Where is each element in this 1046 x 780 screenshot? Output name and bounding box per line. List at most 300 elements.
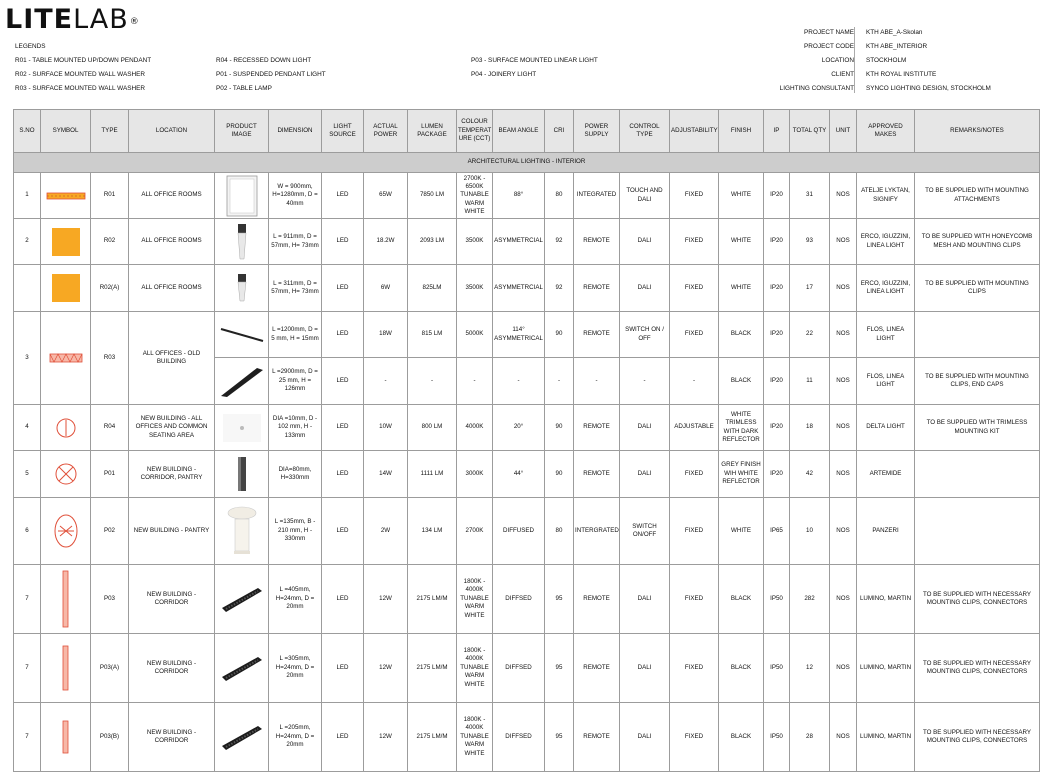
col-header: DIMENSION xyxy=(269,110,322,153)
cell-source: LED xyxy=(322,703,364,772)
legend-item: R04 - RECESSED DOWN LIGHT xyxy=(216,57,312,64)
table-lamp-symbol-icon xyxy=(53,513,79,549)
cell-dimension: L =135mm, B - 210 mm, H - 330mm xyxy=(269,498,322,565)
product-image-cell xyxy=(215,173,269,219)
cell-unit: NOS xyxy=(830,451,857,498)
cell-dimension: L = 311mm, D = 57mm, H= 73mm xyxy=(269,265,322,312)
cell-supply: REMOTE xyxy=(574,405,620,451)
legend-item: R03 - SURFACE MOUNTED WALL WASHER xyxy=(15,85,145,92)
litelab-logo: LITELAB® xyxy=(5,4,140,35)
cell-location: NEW BUILDING - CORRIDOR xyxy=(129,565,215,634)
cell-ip: IP20 xyxy=(764,405,790,451)
legend-item: P03 - SURFACE MOUNTED LINEAR LIGHT xyxy=(471,57,598,64)
cell-location: ALL OFFICES - OLD BUILDING xyxy=(129,312,215,405)
cell-lumen: 815 LM xyxy=(408,312,457,358)
cell-remarks: TO BE SUPPLIED WITH HONEYCOMB MESH AND MOUNTING CLIPS xyxy=(915,219,1040,265)
table-row xyxy=(14,703,1040,772)
cell-type: P01 xyxy=(91,451,129,498)
cell-sno: 6 xyxy=(14,498,41,565)
cell-finish: WHITE TRIMLESS WITH DARK REFLECTOR xyxy=(719,405,764,451)
col-header: S.NO xyxy=(14,110,41,153)
table-lamp-image xyxy=(225,505,259,557)
cell-lumen: 800 LM xyxy=(408,405,457,451)
symbol-cell xyxy=(41,219,91,265)
cell-cri: 80 xyxy=(545,173,574,219)
cell-lumen: 1111 LM xyxy=(408,451,457,498)
cell-type: P03(A) xyxy=(91,634,129,703)
cell-supply: REMOTE xyxy=(574,565,620,634)
cell-qty: 18 xyxy=(790,405,830,451)
legend-item: P02 - TABLE LAMP xyxy=(216,85,272,92)
cell-unit: NOS xyxy=(830,312,857,358)
cell-control: DALI xyxy=(620,265,670,312)
product-image-cell xyxy=(215,219,269,265)
cell-source: LED xyxy=(322,565,364,634)
table-row xyxy=(14,634,1040,703)
product-image-cell xyxy=(215,312,269,358)
downlight-symbol-icon xyxy=(55,417,77,439)
cell-unit: NOS xyxy=(830,703,857,772)
cell-power: 12W xyxy=(364,703,408,772)
wall-washer-linear-symbol-icon xyxy=(49,353,83,363)
col-header: APPROVED MAKES xyxy=(857,110,915,153)
cell-finish: BLACK xyxy=(719,312,764,358)
consultant-label: LIGHTING CONSULTANT xyxy=(779,85,854,92)
cell-finish: WHITE xyxy=(719,498,764,565)
cell-control: DALI xyxy=(620,451,670,498)
cell-lumen: - xyxy=(408,358,457,405)
cell-supply: - xyxy=(574,358,620,405)
cell-type: P02 xyxy=(91,498,129,565)
product-image-cell xyxy=(215,703,269,772)
cell-beam: ASYMMETRCIAL xyxy=(493,219,545,265)
table-row xyxy=(14,173,1040,219)
section-title: ARCHITECTURAL LIGHTING - INTERIOR xyxy=(14,153,1040,173)
client-label: CLIENT xyxy=(831,71,854,78)
cell-supply: INTERGRATED xyxy=(574,498,620,565)
cell-power: - xyxy=(364,358,408,405)
cell-source: LED xyxy=(322,265,364,312)
cell-unit: NOS xyxy=(830,265,857,312)
col-header: TYPE xyxy=(91,110,129,153)
cell-source: LED xyxy=(322,498,364,565)
cell-control: DALI xyxy=(620,219,670,265)
cell-sno: 7 xyxy=(14,565,41,634)
cell-adjustability: FIXED xyxy=(670,265,719,312)
cylinder-pendant-image xyxy=(236,456,248,492)
cell-makes: DELTA LIGHT xyxy=(857,405,915,451)
cell-beam: 114° ASYMMETRICAL xyxy=(493,312,545,358)
cell-qty: 12 xyxy=(790,634,830,703)
project-name-label: PROJECT NAME xyxy=(804,29,854,36)
cell-finish: WHITE xyxy=(719,173,764,219)
cell-sno: 7 xyxy=(14,703,41,772)
panel-light-image xyxy=(226,175,258,217)
cell-cct: 1800K - 4000K TUNABLE WARM WHITE xyxy=(457,634,493,703)
symbol-cell xyxy=(41,405,91,451)
cell-cct: - xyxy=(457,358,493,405)
cell-location: NEW BUILDING - CORRIDOR xyxy=(129,703,215,772)
symbol-cell xyxy=(41,634,91,703)
cell-remarks: TO BE SUPPLIED WITH MOUNTING CLIPS, END CAPS xyxy=(915,358,1040,405)
cell-unit: NOS xyxy=(830,219,857,265)
location-value: STOCKHOLM xyxy=(866,57,907,64)
col-header: POWER SUPPLY xyxy=(574,110,620,153)
cell-lumen: 134 LM xyxy=(408,498,457,565)
cell-supply: REMOTE xyxy=(574,451,620,498)
legend-item: P01 - SUSPENDED PENDANT LIGHT xyxy=(216,71,326,78)
cell-lumen: 2175 LM/M xyxy=(408,703,457,772)
cell-dimension: DIA=80mm, H=330mm xyxy=(269,451,322,498)
linear-pendant-symbol-icon xyxy=(46,192,86,200)
cell-sno: 4 xyxy=(14,405,41,451)
section-row xyxy=(14,153,1040,173)
table-row xyxy=(14,312,1040,358)
cell-adjustability: FIXED xyxy=(670,565,719,634)
col-header: PRODUCT IMAGE xyxy=(215,110,269,153)
cell-location: ALL OFFICE ROOMS xyxy=(129,219,215,265)
cell-lumen: 825LM xyxy=(408,265,457,312)
product-image-cell xyxy=(215,358,269,405)
col-header: CRI xyxy=(545,110,574,153)
cell-qty: 93 xyxy=(790,219,830,265)
cell-makes: ATELJE LYKTAN, SIGNIFY xyxy=(857,173,915,219)
cell-lumen: 2175 LM/M xyxy=(408,634,457,703)
cell-unit: NOS xyxy=(830,358,857,405)
cell-unit: NOS xyxy=(830,498,857,565)
cell-type: R03 xyxy=(91,312,129,405)
cell-power: 6W xyxy=(364,265,408,312)
product-image-cell xyxy=(215,265,269,312)
linear-light-image xyxy=(220,582,264,616)
cell-qty: 22 xyxy=(790,312,830,358)
cell-location: ALL OFFICE ROOMS xyxy=(129,265,215,312)
cell-finish: WHITE xyxy=(719,219,764,265)
cell-sno: 3 xyxy=(14,312,41,405)
cell-power: 14W xyxy=(364,451,408,498)
col-header: IP xyxy=(764,110,790,153)
linear-light-image xyxy=(220,720,264,754)
product-image-cell xyxy=(215,451,269,498)
cell-control: DALI xyxy=(620,634,670,703)
cell-power: 12W xyxy=(364,634,408,703)
cell-beam: DIFFSED xyxy=(493,703,545,772)
cell-remarks: TO BE SUPPLIED WITH MOUNTING ATTACHMENTS xyxy=(915,173,1040,219)
cell-makes: LUMINO, MARTIN xyxy=(857,565,915,634)
cell-sno: 2 xyxy=(14,219,41,265)
cell-source: LED xyxy=(322,219,364,265)
cell-supply: REMOTE xyxy=(574,703,620,772)
cell-dimension: L =405mm, H=24mm, D = 20mm xyxy=(269,565,322,634)
legend-item: R01 - TABLE MOUNTED UP/DOWN PENDANT xyxy=(15,57,152,64)
cell-adjustability: FIXED xyxy=(670,173,719,219)
cell-qty: 31 xyxy=(790,173,830,219)
cell-ip: IP50 xyxy=(764,634,790,703)
col-header: LOCATION xyxy=(129,110,215,153)
cell-source: LED xyxy=(322,634,364,703)
cell-type: R04 xyxy=(91,405,129,451)
cell-lumen: 2093 LM xyxy=(408,219,457,265)
cell-unit: NOS xyxy=(830,173,857,219)
cell-makes: FLOS, LINEA LIGHT xyxy=(857,312,915,358)
linear-light-symbol-icon xyxy=(61,645,71,691)
cell-adjustability: FIXED xyxy=(670,312,719,358)
cell-adjustability: FIXED xyxy=(670,498,719,565)
cell-dimension: L = 911mm, D = 57mm, H= 73mm xyxy=(269,219,322,265)
table-row xyxy=(14,405,1040,451)
col-header: ACTUAL POWER xyxy=(364,110,408,153)
cell-cct: 3500K xyxy=(457,219,493,265)
cell-supply: REMOTE xyxy=(574,312,620,358)
cell-location: NEW BUILDING - CORRIDOR xyxy=(129,634,215,703)
cell-source: LED xyxy=(322,405,364,451)
cell-cri: 90 xyxy=(545,405,574,451)
legends-title: LEGENDS xyxy=(15,43,46,50)
lighting-schedule-table xyxy=(13,109,1040,772)
cell-finish: BLACK xyxy=(719,358,764,405)
symbol-cell xyxy=(41,265,91,312)
cell-power: 10W xyxy=(364,405,408,451)
cell-qty: 282 xyxy=(790,565,830,634)
cell-cct: 2700K xyxy=(457,498,493,565)
col-header: TOTAL QTY xyxy=(790,110,830,153)
col-header: BEAM ANGLE xyxy=(493,110,545,153)
consultant-value: SYNCO LIGHTING DESIGN, STOCKHOLM xyxy=(866,85,991,92)
cell-ip: IP20 xyxy=(764,173,790,219)
cell-type: P03(B) xyxy=(91,703,129,772)
col-header: CONTROL TYPE xyxy=(620,110,670,153)
cell-control: - xyxy=(620,358,670,405)
cell-cct: 1800K - 4000K TUNABLE WARM WHITE xyxy=(457,565,493,634)
cell-supply: INTEGRATED xyxy=(574,173,620,219)
cell-qty: 10 xyxy=(790,498,830,565)
project-name-value: KTH ABE_A-Skolan xyxy=(866,29,923,36)
cell-makes: ERCO, IGUZZINI, LINEA LIGHT xyxy=(857,219,915,265)
linear-profile-image xyxy=(219,364,265,398)
client-value: KTH ROYAL INSTITUTE xyxy=(866,71,937,78)
cell-ip: IP50 xyxy=(764,703,790,772)
cell-adjustability: FIXED xyxy=(670,219,719,265)
cell-makes: FLOS, LINEA LIGHT xyxy=(857,358,915,405)
cell-cri: 90 xyxy=(545,451,574,498)
cell-location: NEW BUILDING - PANTRY xyxy=(129,498,215,565)
cell-ip: IP20 xyxy=(764,265,790,312)
cell-source: LED xyxy=(322,173,364,219)
cell-dimension: W = 900mm, H=1280mm, D = 40mm xyxy=(269,173,322,219)
cell-sno xyxy=(14,265,41,312)
cell-ip: IP65 xyxy=(764,498,790,565)
table-row xyxy=(14,219,1040,265)
cell-beam: DIFFUSED xyxy=(493,498,545,565)
cell-type: P03 xyxy=(91,565,129,634)
linear-light-symbol-icon xyxy=(61,570,71,628)
cell-qty: 17 xyxy=(790,265,830,312)
cell-cri: 92 xyxy=(545,219,574,265)
cell-sno: 5 xyxy=(14,451,41,498)
cell-remarks: TO BE SUPPLIED WITH NECESSARY MOUNTING CLIPS, CONNECTORS xyxy=(915,703,1040,772)
table-row xyxy=(14,451,1040,498)
cell-type: R02(A) xyxy=(91,265,129,312)
cell-power: 65W xyxy=(364,173,408,219)
cell-power: 12W xyxy=(364,565,408,634)
product-image-cell xyxy=(215,498,269,565)
product-image-cell xyxy=(215,634,269,703)
cell-remarks: TO BE SUPPLIED WITH NECESSARY MOUNTING CLIPS, CONNECTORS xyxy=(915,634,1040,703)
cell-makes: LUMINO, MARTIN xyxy=(857,634,915,703)
cell-unit: NOS xyxy=(830,405,857,451)
linear-light-symbol-icon xyxy=(61,720,71,754)
symbol-cell xyxy=(41,173,91,219)
wall-washer-symbol-icon xyxy=(51,227,81,257)
cell-location: ALL OFFICE ROOMS xyxy=(129,173,215,219)
cell-sno: 7 xyxy=(14,634,41,703)
cell-qty: 42 xyxy=(790,451,830,498)
location-label: LOCATION xyxy=(821,57,854,64)
cell-beam: DIFFSED xyxy=(493,634,545,703)
cell-unit: NOS xyxy=(830,565,857,634)
cell-makes: ERCO, IGUZZINI, LINEA LIGHT xyxy=(857,265,915,312)
cell-control: DALI xyxy=(620,703,670,772)
cell-finish: BLACK xyxy=(719,634,764,703)
cell-source: LED xyxy=(322,358,364,405)
cell-remarks xyxy=(915,451,1040,498)
cell-lumen: 2175 LM/M xyxy=(408,565,457,634)
cell-source: LED xyxy=(322,312,364,358)
symbol-cell xyxy=(41,703,91,772)
cell-unit: NOS xyxy=(830,634,857,703)
cell-location: NEW BUILDING - ALL OFFICES AND COMMON SEATING AREA xyxy=(129,405,215,451)
cell-remarks: TO BE SUPPLIED WITH NECESSARY MOUNTING CLIPS, CONNECTORS xyxy=(915,565,1040,634)
col-header: REMARKS/NOTES xyxy=(915,110,1040,153)
cell-cct: 4000K xyxy=(457,405,493,451)
cell-dimension: L =305mm, H=24mm, D = 20mm xyxy=(269,634,322,703)
cell-finish: BLACK xyxy=(719,703,764,772)
cell-source: LED xyxy=(322,451,364,498)
cell-cct: 3000K xyxy=(457,451,493,498)
col-header: FINISH xyxy=(719,110,764,153)
wall-washer-symbol-icon xyxy=(51,273,81,303)
table-row xyxy=(14,565,1040,634)
cell-ip: IP20 xyxy=(764,219,790,265)
cell-adjustability: - xyxy=(670,358,719,405)
cell-finish: GREY FINISH WIH WHITE REFLECTOR xyxy=(719,451,764,498)
cell-remarks xyxy=(915,312,1040,358)
cell-remarks xyxy=(915,498,1040,565)
cell-adjustability: FIXED xyxy=(670,634,719,703)
cell-control: SWITCH ON / OFF xyxy=(620,312,670,358)
linear-light-image xyxy=(220,651,264,685)
cell-cri: 95 xyxy=(545,565,574,634)
col-header: LUMEN PACKAGE xyxy=(408,110,457,153)
cell-dimension: L =1200mm, D = 5 mm, H = 15mm xyxy=(269,312,322,358)
symbol-cell xyxy=(41,451,91,498)
cell-supply: REMOTE xyxy=(574,219,620,265)
col-header: COLOUR TEMPERAT URE (CCT) xyxy=(457,110,493,153)
cell-cct: 3500K xyxy=(457,265,493,312)
col-header: LIGHT SOURCE xyxy=(322,110,364,153)
divider xyxy=(854,27,855,93)
cell-beam: 44° xyxy=(493,451,545,498)
cell-remarks: TO BE SUPPLIED WITH TRIMLESS MOUNTING KIT xyxy=(915,405,1040,451)
cell-makes: ARTEMIDE xyxy=(857,451,915,498)
cell-beam: ASYMMETRCIAL xyxy=(493,265,545,312)
linear-profile-image xyxy=(219,326,265,344)
col-header: ADJUSTABILITY xyxy=(670,110,719,153)
pendant-symbol-icon xyxy=(54,462,78,486)
cell-control: DALI xyxy=(620,565,670,634)
cell-beam: DIFFSED xyxy=(493,565,545,634)
product-image-cell xyxy=(215,405,269,451)
cell-makes: LUMINO, MARTIN xyxy=(857,703,915,772)
col-header: UNIT xyxy=(830,110,857,153)
cell-beam: 88° xyxy=(493,173,545,219)
wall-washer-image xyxy=(235,273,249,303)
table-row xyxy=(14,498,1040,565)
cell-ip: IP20 xyxy=(764,451,790,498)
recessed-downlight-image xyxy=(222,413,262,443)
cell-cri: 92 xyxy=(545,265,574,312)
cell-cri: 95 xyxy=(545,703,574,772)
cell-lumen: 7850 LM xyxy=(408,173,457,219)
cell-power: 18W xyxy=(364,312,408,358)
project-code-label: PROJECT CODE xyxy=(804,43,854,50)
cell-qty: 28 xyxy=(790,703,830,772)
cell-beam: 20° xyxy=(493,405,545,451)
cell-ip: IP50 xyxy=(764,565,790,634)
cell-ip: IP20 xyxy=(764,358,790,405)
header-row xyxy=(14,110,1040,153)
cell-makes: PANZERI xyxy=(857,498,915,565)
cell-control: SWITCH ON/OFF xyxy=(620,498,670,565)
cell-cct: 5000K xyxy=(457,312,493,358)
cell-cri: - xyxy=(545,358,574,405)
cell-type: R02 xyxy=(91,219,129,265)
project-code-value: KTH ABE_INTERIOR xyxy=(866,43,928,50)
cell-qty: 11 xyxy=(790,358,830,405)
cell-adjustability: ADJUSTABLE xyxy=(670,405,719,451)
cell-remarks: TO BE SUPPLIED WITH MOUNTING CLIPS xyxy=(915,265,1040,312)
legend-item: R02 - SURFACE MOUNTED WALL WASHER xyxy=(15,71,145,78)
cell-supply: REMOTE xyxy=(574,265,620,312)
cell-cri: 90 xyxy=(545,312,574,358)
cell-location: NEW BUILDING - CORRIDOR, PANTRY xyxy=(129,451,215,498)
table-row xyxy=(14,265,1040,312)
cell-finish: WHITE xyxy=(719,265,764,312)
cell-control: TOUCH AND DALI xyxy=(620,173,670,219)
cell-adjustability: FIXED xyxy=(670,451,719,498)
cell-dimension: L =2900mm, D = 25 mm, H = 126mm xyxy=(269,358,322,405)
symbol-cell xyxy=(41,565,91,634)
cell-cri: 95 xyxy=(545,634,574,703)
cell-type: R01 xyxy=(91,173,129,219)
symbol-cell xyxy=(41,498,91,565)
cell-dimension: L =205mm, H=24mm, D = 20mm xyxy=(269,703,322,772)
cell-finish: BLACK xyxy=(719,565,764,634)
legend-item: P04 - JOINERY LIGHT xyxy=(471,71,537,78)
cell-cct: 1800K - 4000K TUNABLE WARM WHITE xyxy=(457,703,493,772)
cell-control: DALI xyxy=(620,405,670,451)
cell-cri: 80 xyxy=(545,498,574,565)
cell-cct: 2700K - 6500K TUNABLE WARM WHITE xyxy=(457,173,493,219)
cell-adjustability: FIXED xyxy=(670,703,719,772)
cell-power: 18.2W xyxy=(364,219,408,265)
symbol-cell xyxy=(41,312,91,405)
cell-ip: IP20 xyxy=(764,312,790,358)
wall-washer-image xyxy=(235,223,249,261)
cell-dimension: DIA =10mm, D - 102 mm, H - 133mm xyxy=(269,405,322,451)
cell-sno: 1 xyxy=(14,173,41,219)
cell-power: 2W xyxy=(364,498,408,565)
